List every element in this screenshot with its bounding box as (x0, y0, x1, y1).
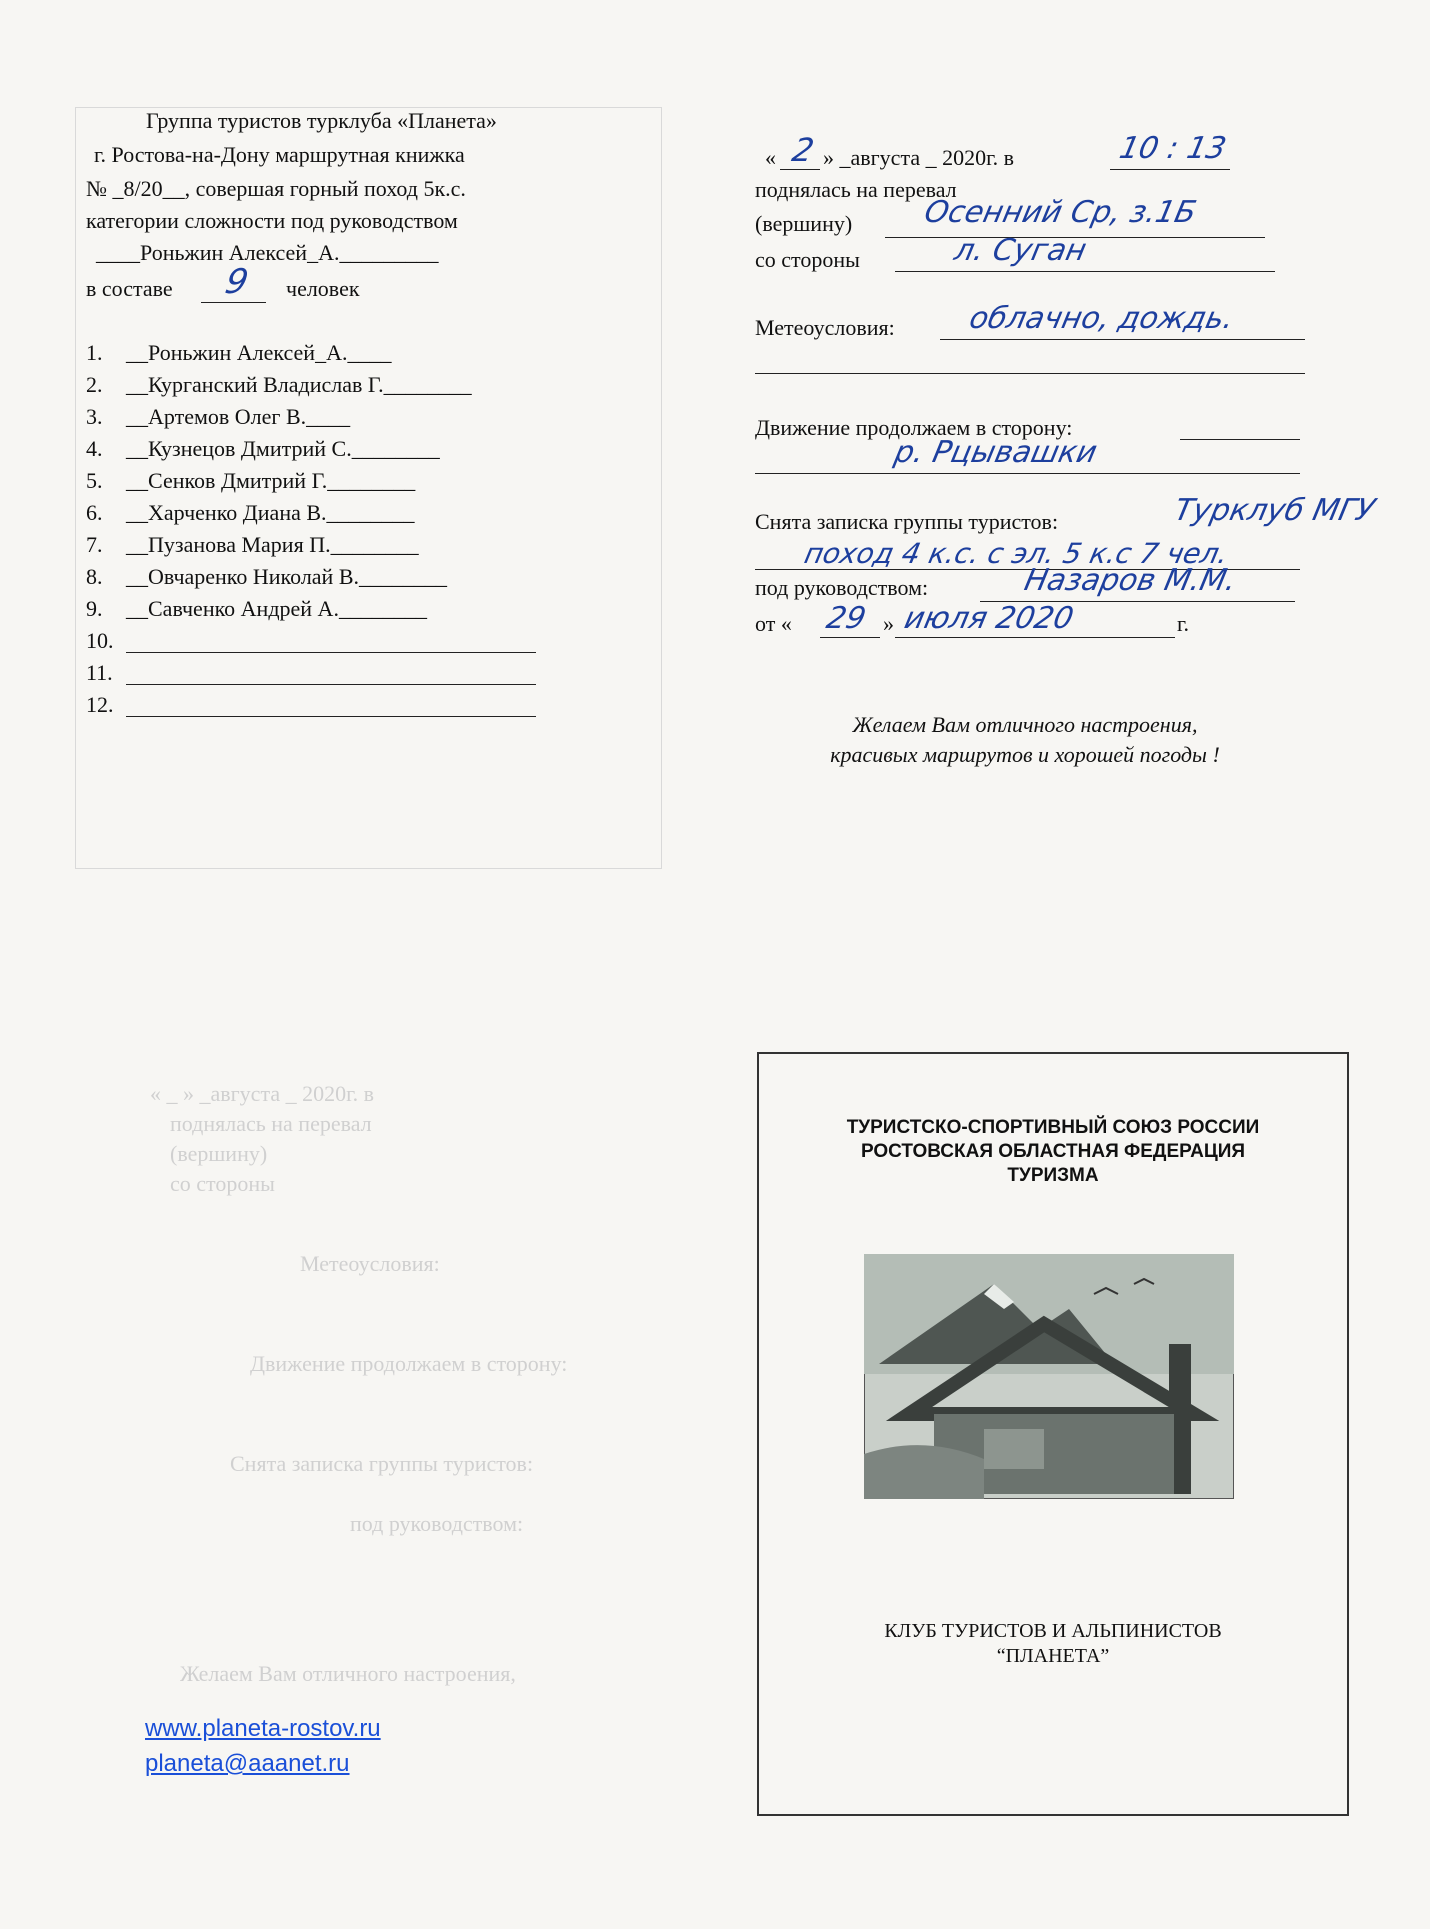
composition-underline (201, 302, 266, 303)
leader-line: ____Роньжин Алексей_А._________ (96, 240, 439, 265)
from-day: 29 (823, 601, 869, 636)
ghost-text: Снята записка группы туристов: (230, 1451, 534, 1476)
composition-prefix: в составе (86, 276, 173, 301)
composition-suffix: человек (286, 276, 360, 301)
ghost-text: Движение продолжаем в сторону: (250, 1351, 568, 1376)
club-line-2: “ПЛАНЕТА” (996, 1645, 1110, 1667)
member-number: 5. (86, 468, 103, 493)
list-item (86, 436, 440, 462)
wish-line-1: Желаем Вам отличного настроения, (852, 712, 1198, 737)
blank-line (126, 716, 536, 717)
composition-count: 9 (221, 262, 252, 302)
ghost-text: поднялась на перевал (170, 1111, 372, 1136)
list-item (86, 564, 447, 590)
note-value-line-2: поход 4 к.с. с эл. 5 к.с 7 чел. (801, 537, 1232, 570)
member-name: __Харченко Диана В.________ (126, 500, 415, 525)
route-book-group-page (75, 107, 662, 869)
email-link[interactable]: planeta@aaanet.ru (145, 1750, 350, 1777)
ghost-text: со стороны (170, 1171, 275, 1196)
website-link[interactable]: www.planeta-rostov.ru (145, 1715, 381, 1742)
route-book-checkpoint-page (755, 125, 1378, 845)
list-item (86, 340, 391, 366)
blank-line (126, 652, 536, 653)
route-book-cover (757, 1052, 1349, 1816)
date-day-underline (780, 169, 820, 170)
leader-label: под руководством: (755, 575, 929, 600)
member-name: __Савченко Андрей А.________ (126, 596, 427, 621)
member-number: 3. (86, 404, 103, 429)
list-item (86, 468, 415, 494)
from-label: от « (755, 611, 792, 636)
member-number: 2. (86, 372, 103, 397)
weather-underline (940, 339, 1305, 340)
member-name: __Роньжин Алексей_А.____ (126, 340, 392, 365)
org-line-2: РОСТОВСКАЯ ОБЛАСТНАЯ ФЕДЕРАЦИЯ (860, 1141, 1246, 1162)
member-number: 1. (86, 340, 103, 365)
member-name: __Пузанова Мария П.________ (126, 532, 419, 557)
side-label: со стороны (755, 247, 860, 272)
note-value-line-1: Турклуб МГУ (1171, 493, 1378, 528)
direction-underline-2 (755, 473, 1300, 474)
date-rest: » _августа _ 2020г. в (823, 145, 1015, 170)
wish-line-2: красивых маршрутов и хорошей погоды ! (830, 742, 1220, 767)
member-name: __Овчаренко Николай В.________ (126, 564, 448, 589)
member-number: 4. (86, 436, 103, 461)
from-day-underline (820, 637, 880, 638)
ghost-text: (вершину) (170, 1141, 268, 1166)
from-suffix: г. (1177, 611, 1190, 636)
list-item (86, 500, 415, 526)
member-number: 8. (86, 564, 103, 589)
time-value: 10 : 13 (1116, 131, 1230, 166)
weather-label: Метеоусловия: (755, 315, 895, 340)
faded-back-page (100, 1060, 660, 1820)
header-line-1: Группа туристов турклуба «Планета» (146, 108, 497, 133)
from-date-value: июля 2020 (901, 601, 1077, 636)
member-number: 10. (86, 628, 114, 653)
direction-label: Движение продолжаем в сторону: (755, 415, 1073, 440)
member-number: 12. (86, 692, 114, 717)
date-day: 2 (788, 131, 818, 169)
club-line-1: КЛУБ ТУРИСТОВ И АЛЬПИНИСТОВ (884, 1620, 1222, 1642)
pass-label: поднялась на перевал (755, 177, 957, 202)
side-underline (895, 271, 1275, 272)
weather-value: облачно, дождь. (966, 301, 1237, 336)
member-number: 7. (86, 532, 103, 557)
member-number: 9. (86, 596, 103, 621)
summit-value: Осенний Ср, з.1Б (921, 195, 1200, 230)
ghost-text: под руководством: (350, 1511, 524, 1536)
member-number: 11. (86, 660, 113, 685)
list-item (86, 692, 126, 718)
time-underline (1110, 169, 1230, 170)
from-date-underline (895, 637, 1175, 638)
list-item (86, 404, 350, 430)
date-open-quote: « (765, 145, 776, 170)
side-value: л. Суган (951, 233, 1090, 268)
header-line-2: г. Ростова-на-Дону маршрутная книжка (94, 142, 465, 167)
member-number: 6. (86, 500, 103, 525)
member-name: __Кузнецов Дмитрий С.________ (126, 436, 440, 461)
member-name: __Артемов Олег В.____ (126, 404, 351, 429)
blank-line (126, 684, 536, 685)
summit-label: (вершину) (755, 211, 853, 236)
org-line-3: ТУРИЗМА (1007, 1165, 1099, 1186)
weather-underline-2 (755, 373, 1305, 374)
header-line-3: № _8/20__, совершая горный поход 5к.с. (86, 176, 466, 201)
list-item (86, 660, 126, 686)
leader-value: Назаров М.М. (1021, 563, 1240, 598)
member-name: __Сенков Дмитрий Г.________ (126, 468, 416, 493)
header-line-4: категории сложности под руководством (86, 208, 458, 233)
list-item (86, 532, 419, 558)
list-item (86, 372, 472, 398)
list-item (86, 596, 427, 622)
ghost-text: Желаем Вам отличного настроения, (180, 1661, 516, 1686)
ghost-text: Метеоусловия: (300, 1251, 440, 1276)
member-name: __Курганский Владислав Г.________ (126, 372, 472, 397)
direction-underline (1180, 439, 1300, 440)
direction-value: р. Рцывашки (891, 435, 1101, 470)
note-label: Снята записка группы туристов: (755, 509, 1059, 534)
org-line-1: ТУРИСТСКО-СПОРТИВНЫЙ СОЮЗ РОССИИ (846, 1117, 1260, 1138)
club-emblem-image (864, 1254, 1234, 1499)
list-item (86, 628, 126, 654)
from-mid: » (883, 611, 894, 636)
ghost-text: « _ » _августа _ 2020г. в (150, 1081, 375, 1106)
